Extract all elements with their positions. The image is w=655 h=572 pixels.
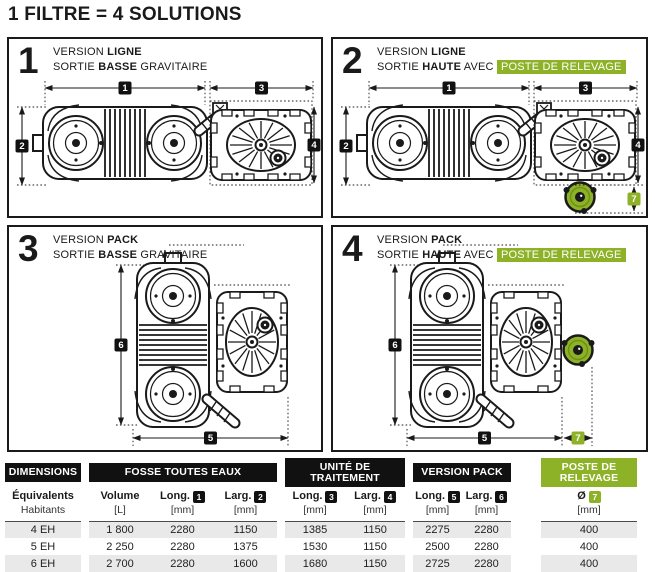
page-title: 1 FILTRE = 4 SOLUTIONS [8,4,242,25]
panel-subtitle: VERSION LIGNE SORTIE HAUTE AVEC POSTE DE RELEVAGE [377,45,626,76]
table-cell: 400 [579,540,599,553]
table-subheader-row [5,487,637,521]
dim-badge-7 [572,432,585,445]
table-cell: 2280 [151,555,214,572]
table-cell: 2 700 [89,555,151,572]
table-spacer [511,521,541,538]
group-version-pack: VERSION PACK [413,458,511,487]
poste-relevage-drawing [564,183,597,215]
table-row [5,521,637,538]
svg-text:7: 7 [631,194,637,206]
col-diametre-7: Ø 7 [mm] [541,487,637,521]
dim-badge-7 [628,193,641,206]
table-row [5,555,637,572]
panel-version-pack-haute [331,225,648,452]
panel-number: 4 [342,228,363,269]
table-cell: 5 EH [30,540,56,553]
table-cell: 2280 [170,540,195,553]
table-cell: 2725 [413,555,462,572]
svg-text:7: 7 [575,433,581,445]
panel-number: 1 [18,40,39,81]
table-cell: 2500 [425,540,450,553]
col-long-1: Long. 1 [mm] [151,487,214,521]
table-spacer [511,555,541,572]
table-spacer [405,538,413,555]
table-cell: 2280 [151,521,214,538]
dim-badge-1: 1 [193,491,205,503]
col-larg-4: Larg. 4 [mm] [345,487,405,521]
panel-version-ligne-haute [331,37,648,218]
table-spacer [405,555,413,572]
table-spacer [81,555,89,572]
table-row [5,538,637,555]
table-spacer [277,555,285,572]
panel-number: 3 [18,228,39,269]
table-cell: 1680 [285,555,345,572]
poste-relevage-highlight: POSTE DE RELEVAGE [497,60,626,74]
dim-badge-4: 4 [384,491,396,503]
table-spacer [511,538,541,555]
table-cell: 2 250 [106,540,134,553]
panel-subtitle: VERSION LIGNE SORTIE BASSE GRAVITAIRE [53,46,208,74]
table-cell: 2280 [474,540,499,553]
table-cell: 2280 [462,521,511,538]
dim-badge-5: 5 [448,491,460,503]
table-spacer [81,521,89,538]
col-long-3: Long. 3 [mm] [285,487,345,521]
table-spacer [405,521,413,538]
table-cell: 2275 [413,521,462,538]
poste-relevage-drawing [562,336,595,368]
table-spacer [277,521,285,538]
table-cell: 1600 [214,555,277,572]
table-cell: 1 800 [89,521,151,538]
col-volume: Volume [L] [89,487,151,521]
table-cell: 1150 [345,521,405,538]
table-cell: 1150 [363,540,387,553]
group-dimensions: DIMENSIONS [5,458,81,487]
table-cell: 4 EH [5,521,81,538]
dim-badge-3: 3 [325,491,337,503]
table-cell: 1150 [214,521,277,538]
table-cell: 400 [541,521,637,538]
table-group-header-row [5,458,637,487]
dimensions-table [5,458,651,572]
col-long-5: Long. 5 [mm] [413,487,462,521]
table-spacer [81,538,89,555]
panel-version-ligne-basse [7,37,323,218]
dim-badge-6: 6 [495,491,507,503]
panel-number: 2 [342,40,363,81]
table-cell: 1375 [233,540,258,553]
group-unite-traitement: UNITÉ DE TRAITEMENT [285,458,405,487]
group-fosse-toutes-eaux: FOSSE TOUTES EAUX [89,458,277,487]
table-body [5,521,637,572]
table-cell: 1385 [285,521,345,538]
table-cell: 1530 [302,540,328,553]
col-larg-6: Larg. 6 [mm] [462,487,511,521]
panel-version-pack-basse [7,225,323,452]
table-cell: 2280 [462,555,511,572]
panel-subtitle: VERSION PACK SORTIE BASSE GRAVITAIRE [53,234,208,262]
group-poste-relevage: POSTE DE RELEVAGE [541,458,637,487]
col-larg-2: Larg. 2 [mm] [214,487,277,521]
poste-relevage-highlight: POSTE DE RELEVAGE [497,248,626,262]
table-cell: 1150 [345,555,405,572]
col-equivalents-habitants: Équivalents Habitants [5,487,81,521]
dim-badge-2: 2 [254,491,266,503]
table-cell: 6 EH [5,555,81,572]
table-spacer [277,538,285,555]
table-cell: 400 [541,555,637,572]
panel-subtitle: VERSION PACK SORTIE HAUTE AVEC POSTE DE RELEVAGE [377,233,626,264]
dim-badge-7: 7 [589,491,601,503]
